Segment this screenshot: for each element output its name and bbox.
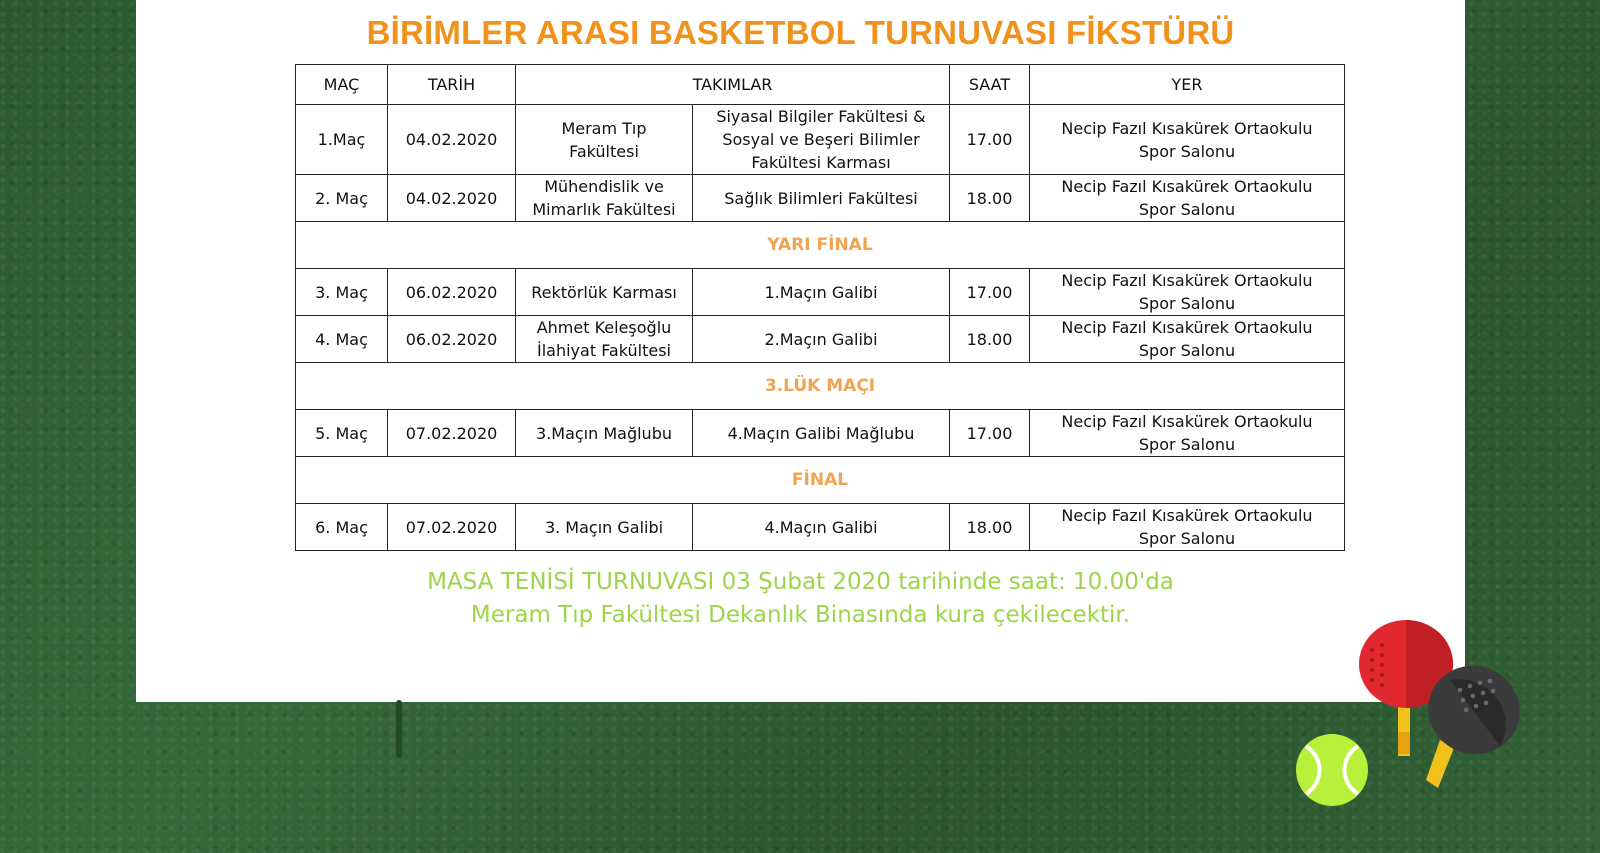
match-number: 4. Maç (296, 316, 388, 363)
table-row (296, 175, 1345, 222)
match-date: 04.02.2020 (388, 105, 516, 175)
match-venue: Necip Fazıl Kısakürek Ortaokulu Spor Salonu (1030, 316, 1345, 363)
match-date: 04.02.2020 (388, 175, 516, 222)
table-row (296, 410, 1345, 457)
match-date: 07.02.2020 (388, 410, 516, 457)
header-takimlar: TAKIMLAR (516, 65, 950, 105)
match-date: 06.02.2020 (388, 269, 516, 316)
match-date: 06.02.2020 (388, 316, 516, 363)
section-row-final (296, 457, 1345, 504)
match-venue: Necip Fazıl Kısakürek Ortaokulu Spor Salonu (1030, 504, 1345, 551)
match-team-2: Siyasal Bilgiler Fakültesi & Sosyal ve Beşeri Bilimler Fakültesi Karması (693, 105, 950, 175)
match-time: 17.00 (950, 105, 1030, 175)
match-team-2: Sağlık Bilimleri Fakültesi (693, 175, 950, 222)
match-venue: Necip Fazıl Kısakürek Ortaokulu Spor Salonu (1030, 175, 1345, 222)
table-tennis-note (136, 566, 1465, 632)
table-row (296, 269, 1345, 316)
match-team-2: 4.Maçın Galibi (693, 504, 950, 551)
match-venue: Necip Fazıl Kısakürek Ortaokulu Spor Salonu (1030, 269, 1345, 316)
section-row-third-place (296, 363, 1345, 410)
match-team-1: Rektörlük Karması (516, 269, 693, 316)
match-team-1: Mühendislik ve Mimarlık Fakültesi (516, 175, 693, 222)
match-team-2: 2.Maçın Galibi (693, 316, 950, 363)
poster-panel (136, 0, 1465, 702)
section-label: 3.LÜK MAÇI (296, 363, 1345, 410)
match-number: 5. Maç (296, 410, 388, 457)
match-time: 18.00 (950, 316, 1030, 363)
match-number: 2. Maç (296, 175, 388, 222)
match-team-1: 3.Maçın Mağlubu (516, 410, 693, 457)
match-time: 17.00 (950, 410, 1030, 457)
fixture-table (295, 64, 1345, 551)
poster-title: BİRİMLER ARASI BASKETBOL TURNUVASI FİKSTÜRÜ (366, 14, 1235, 51)
tennis-ball-icon (1296, 734, 1368, 806)
match-time: 18.00 (950, 175, 1030, 222)
decorative-stem (396, 700, 402, 758)
table-header-row (296, 65, 1345, 105)
match-number: 1.Maç (296, 105, 388, 175)
section-label: FİNAL (296, 457, 1345, 504)
header-mac: MAÇ (296, 65, 388, 105)
match-number: 6. Maç (296, 504, 388, 551)
section-label: YARI FİNAL (296, 222, 1345, 269)
match-time: 17.00 (950, 269, 1030, 316)
match-team-1: 3. Maçın Galibi (516, 504, 693, 551)
match-team-1: Meram Tıp Fakültesi (516, 105, 693, 175)
match-number: 3. Maç (296, 269, 388, 316)
match-team-2: 1.Maçın Galibi (693, 269, 950, 316)
sports-decoration (1290, 620, 1560, 820)
table-row (296, 316, 1345, 363)
match-venue: Necip Fazıl Kısakürek Ortaokulu Spor Salonu (1030, 105, 1345, 175)
match-time: 18.00 (950, 504, 1030, 551)
match-date: 07.02.2020 (388, 504, 516, 551)
table-row (296, 105, 1345, 175)
note-line-1: MASA TENİSİ TURNUVASI 03 Şubat 2020 tarihinde saat: 10.00'da (427, 569, 1174, 595)
match-venue: Necip Fazıl Kısakürek Ortaokulu Spor Salonu (1030, 410, 1345, 457)
header-saat: SAAT (950, 65, 1030, 105)
match-team-2: 4.Maçın Galibi Mağlubu (693, 410, 950, 457)
section-row-semi-final (296, 222, 1345, 269)
note-line-2: Meram Tıp Fakültesi Dekanlık Binasında kura çekilecektir. (470, 602, 1131, 628)
header-tarih: TARİH (388, 65, 516, 105)
header-yer: YER (1030, 65, 1345, 105)
match-team-1: Ahmet Keleşoğlu İlahiyat Fakültesi (516, 316, 693, 363)
table-row (296, 504, 1345, 551)
